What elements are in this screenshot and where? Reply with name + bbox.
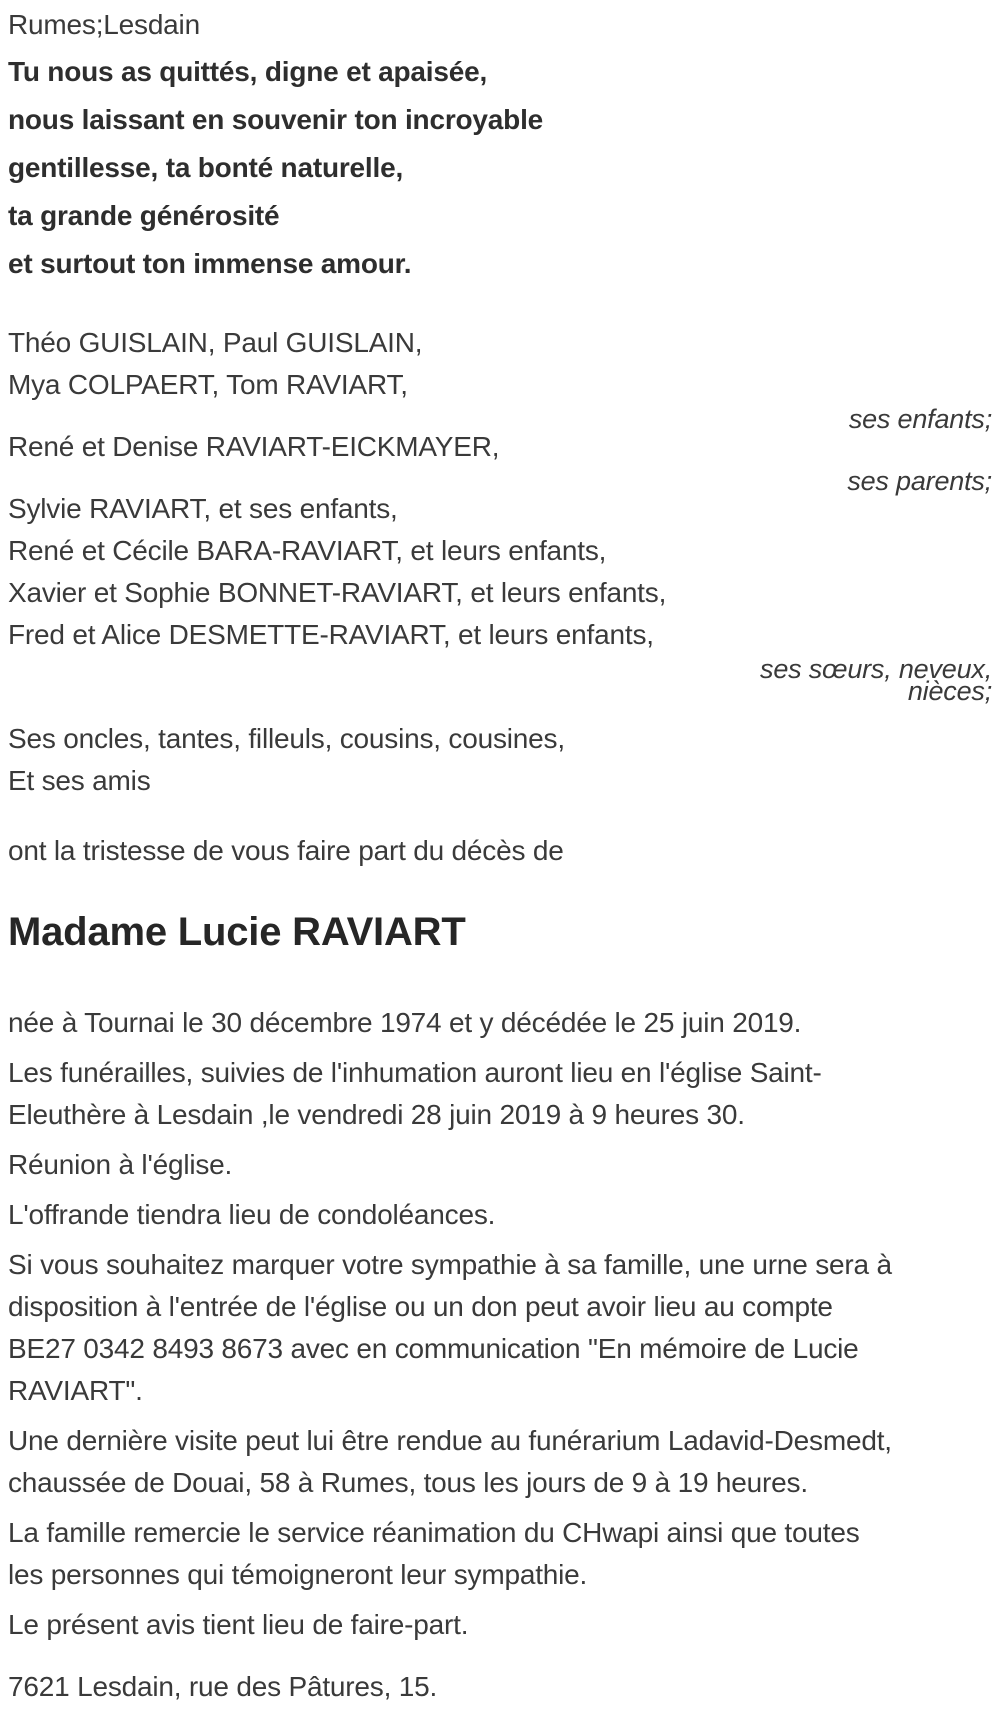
mourner-group-children [8,322,992,406]
detail-paragraph [8,1144,992,1186]
mourner-line: Fred et Alice DESMETTE-RAVIART, et leurs enfants, [8,619,654,650]
detail-line: née à Tournai le 30 décembre 1974 et y décédée le 25 juin 2019. [8,1007,802,1038]
epitaph-line: ta grande générosité [8,200,280,231]
mourner-line: Et ses amis [8,765,151,796]
mourner-line: René et Denise RAVIART-EICKMAYER, [8,431,500,462]
detail-line: Si vous souhaitez marquer votre sympathie à sa famille, une urne sera à [8,1249,892,1280]
mourner-line: Mya COLPAERT, Tom RAVIART, [8,369,408,400]
detail-line: Une dernière visite peut lui être rendue au funérarium Ladavid-Desmedt, [8,1425,892,1456]
mourners-list [8,322,992,802]
funeral-details [8,1002,992,1646]
mourner-line: Xavier et Sophie BONNET-RAVIART, et leurs enfants, [8,577,667,608]
detail-line: Le présent avis tient lieu de faire-part. [8,1609,469,1640]
detail-paragraph [8,1194,992,1236]
mourner-line: René et Cécile BARA-RAVIART, et leurs enfants, [8,535,607,566]
mourner-line: Ses oncles, tantes, filleuls, cousins, cousines, [8,723,565,754]
detail-line: Eleuthère à Lesdain ,le vendredi 28 juin 2019 à 9 heures 30. [8,1099,745,1130]
mourner-line: Théo GUISLAIN, Paul GUISLAIN, [8,327,423,358]
epitaph-line: nous laissant en souvenir ton incroyable [8,104,544,135]
epitaph [8,48,992,288]
epitaph-line: et surtout ton immense amour. [8,248,412,279]
detail-paragraph [8,1420,992,1504]
epitaph-line: gentillesse, ta bonté naturelle, [8,152,404,183]
death-notice-document [8,4,992,1708]
detail-line: RAVIART". [8,1375,143,1406]
mourner-group-extended-family [8,718,992,802]
relation-label-siblings: ses sœurs, neveux, [760,654,992,684]
relation-label-siblings: nièces; [907,676,992,706]
relation-label-children: ses enfants; [848,404,992,434]
detail-line: disposition à l'entrée de l'église ou un don peut avoir lieu au compte [8,1291,833,1322]
deceased-name: Madame Lucie RAVIART [8,910,466,954]
detail-line: BE27 0342 8493 8673 avec en communication "En mémoire de Lucie [8,1333,859,1364]
mourner-group-parents [8,426,992,468]
epitaph-line: Tu nous as quittés, digne et apaisée, [8,56,488,87]
detail-line: les personnes qui témoigneront leur sympathie. [8,1559,588,1590]
detail-line: La famille remercie le service réanimation du CHwapi ainsi que toutes [8,1517,860,1548]
detail-paragraph [8,1002,992,1044]
location-line: Rumes;Lesdain [8,9,200,40]
detail-paragraph [8,1512,992,1596]
detail-line: L'offrande tiendra lieu de condoléances. [8,1199,496,1230]
address-line: 7621 Lesdain, rue des Pâtures, 15. [8,1671,438,1702]
detail-paragraph [8,1052,992,1136]
detail-paragraph [8,1244,992,1412]
mourner-group-siblings [8,488,992,656]
mourner-line: Sylvie RAVIART, et ses enfants, [8,493,398,524]
announcement-line: ont la tristesse de vous faire part du décès de [8,835,564,866]
detail-paragraph [8,1604,992,1646]
detail-line: Les funérailles, suivies de l'inhumation auront lieu en l'église Saint- [8,1057,822,1088]
detail-line: chaussée de Douai, 58 à Rumes, tous les jours de 9 à 19 heures. [8,1467,808,1498]
detail-line: Réunion à l'église. [8,1149,233,1180]
relation-label-parents: ses parents; [847,466,992,496]
